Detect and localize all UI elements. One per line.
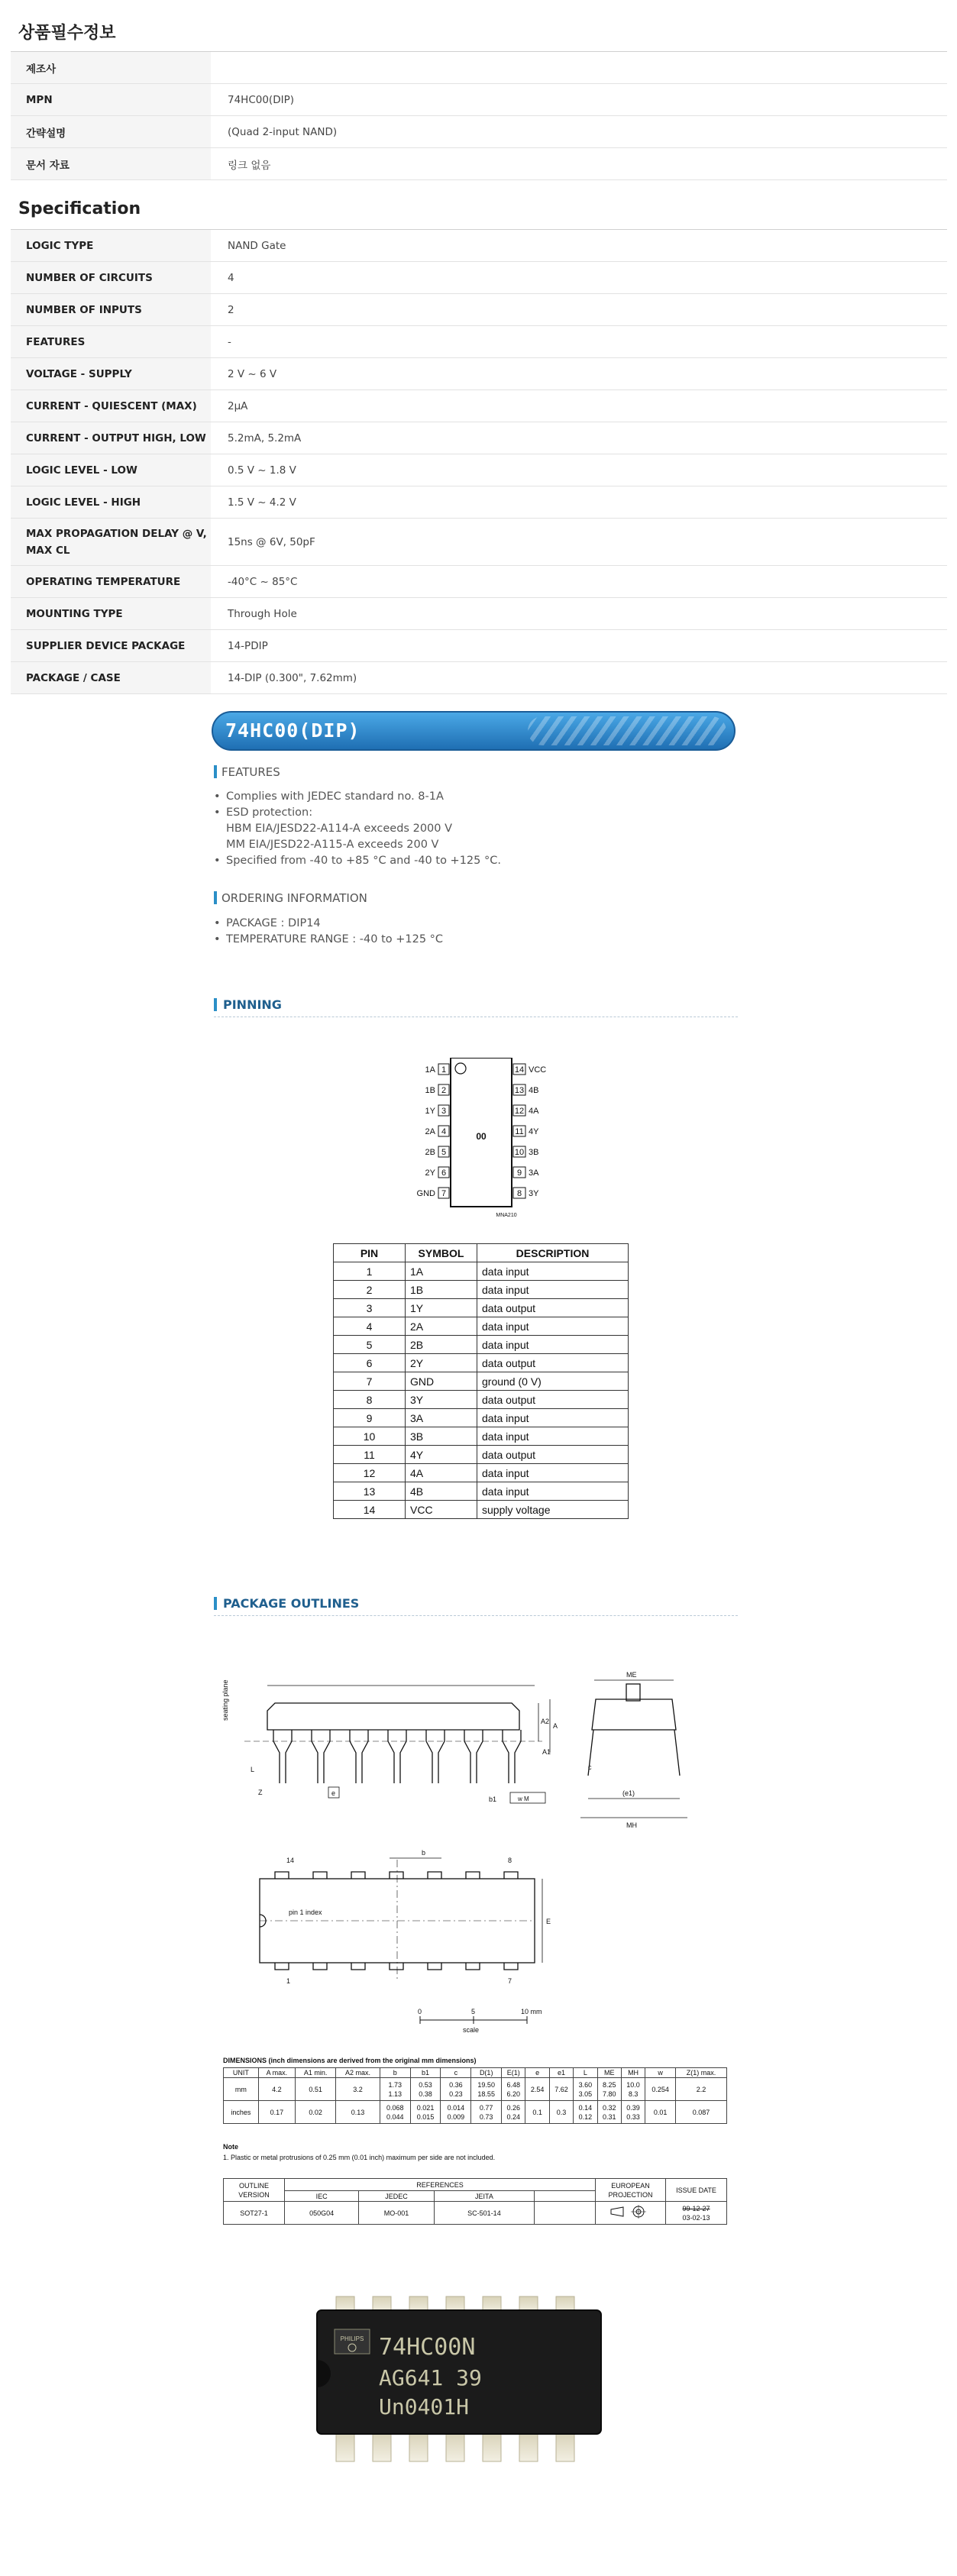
pin-symbol: 4B — [529, 1086, 539, 1095]
pin14-label: 14 — [286, 1857, 295, 1864]
description-cell: data output — [477, 1446, 629, 1464]
ordering-heading: ORDERING INFORMATION — [214, 891, 367, 905]
col-header: JEDEC — [359, 2191, 435, 2202]
features-heading: FEATURES — [214, 765, 280, 779]
table-row — [11, 598, 947, 630]
row-value: Through Hole — [211, 598, 947, 630]
dim-l-label: L — [251, 1766, 255, 1773]
pin-number: 13 — [514, 1086, 525, 1095]
seating-plane-label: seating plane — [221, 1679, 229, 1721]
dim-cell: 0.26 0.24 — [502, 2101, 525, 2124]
row-value: 14-DIP (0.300", 7.62mm) — [211, 662, 947, 694]
row-label: MPN — [11, 84, 211, 116]
dim-cell: 0.36 0.23 — [441, 2078, 471, 2101]
dim-a1-label: A1 — [542, 1748, 551, 1756]
col-header: b — [380, 2068, 410, 2078]
col-header: OUTLINE VERSION — [224, 2179, 285, 2202]
table-row — [11, 630, 947, 662]
outline-table — [223, 2178, 727, 2225]
table-row — [334, 1262, 629, 1281]
package-heading: PACKAGE OUTLINES — [214, 1596, 738, 1616]
table-row — [11, 454, 947, 486]
scale-word: scale — [463, 2026, 480, 2034]
philips-logo-text: PHILIPS — [340, 2335, 364, 2342]
dim-cell: 0.51 — [295, 2078, 335, 2101]
dim-b1-label: b1 — [489, 1795, 497, 1803]
outline-cell: MO-001 — [359, 2202, 435, 2225]
table-row — [334, 1446, 629, 1464]
table-row — [11, 566, 947, 598]
table-row — [334, 1354, 629, 1372]
dim-a-label: A — [553, 1722, 558, 1730]
row-value: 2 — [211, 294, 947, 326]
col-header: IEC — [285, 2191, 359, 2202]
dim-cell: 3.60 3.05 — [574, 2078, 597, 2101]
projection-symbol — [596, 2202, 666, 2225]
issue-date-new: 03-02-13 — [682, 2213, 710, 2222]
dim-cell: 0.53 0.38 — [410, 2078, 441, 2101]
description-cell: data input — [477, 1409, 629, 1427]
description-cell: ground (0 V) — [477, 1372, 629, 1391]
scale-5: 5 — [471, 2008, 476, 2015]
col-header: ISSUE DATE — [666, 2179, 727, 2202]
dim-cell: 0.02 — [295, 2101, 335, 2124]
end-view — [580, 1680, 687, 1818]
row-label: CURRENT - OUTPUT HIGH, LOW — [11, 422, 211, 454]
pin-cell: 12 — [334, 1464, 406, 1482]
description-cell: data input — [477, 1464, 629, 1482]
row-label: PACKAGE / CASE — [11, 662, 211, 694]
description-cell: data output — [477, 1391, 629, 1409]
row-label: 문서 자료 — [11, 148, 211, 180]
col-header: c — [441, 2068, 471, 2078]
note-text: 1. Plastic or metal protrusions of 0.25 mm (0.01 inch) maximum per side are not included. — [223, 2154, 496, 2161]
pin-cell: 14 — [334, 1501, 406, 1519]
pin-number: 10 — [514, 1148, 525, 1157]
dim-cell: 4.2 — [258, 2078, 295, 2101]
symbol-cell: 2Y — [406, 1354, 477, 1372]
symbol-cell: 3A — [406, 1409, 477, 1427]
row-label: NUMBER OF CIRCUITS — [11, 262, 211, 294]
list-item: MM EIA/JESD22-A115-A exceeds 200 V — [226, 839, 439, 851]
table-row — [11, 230, 947, 262]
dim-cell: 0.254 — [645, 2078, 676, 2101]
row-value: 2µA — [211, 390, 947, 422]
description-cell: data input — [477, 1427, 629, 1446]
outline-cell: 050G04 — [285, 2202, 359, 2225]
row-label: MAX PROPAGATION DELAY @ V, MAX CL — [11, 519, 211, 566]
description-cell: data output — [477, 1354, 629, 1372]
dim-cell: 2.2 — [676, 2078, 727, 2101]
row-value — [211, 52, 947, 84]
dim-cell: 8.25 7.80 — [597, 2078, 621, 2101]
table-row — [11, 148, 947, 180]
pin-number: 4 — [441, 1127, 447, 1136]
pin-symbol: 2A — [425, 1127, 435, 1136]
pin-table — [333, 1243, 629, 1519]
pinning-heading: PINNING — [214, 997, 738, 1017]
row-value: 15ns @ 6V, 50pF — [211, 519, 947, 566]
diagram-code: MNA210 — [496, 1213, 517, 1218]
table-row — [334, 1482, 629, 1501]
symbol-cell: 3B — [406, 1427, 477, 1446]
dim-cell: 1.73 1.13 — [380, 2078, 410, 2101]
pin-number: 7 — [441, 1189, 447, 1198]
table-header-row — [334, 1244, 629, 1262]
table-row — [11, 486, 947, 519]
row-label: VOLTAGE - SUPPLY — [11, 358, 211, 390]
table-row — [11, 662, 947, 694]
dim-cell: 0.39 0.33 — [621, 2101, 645, 2124]
row-label: MOUNTING TYPE — [11, 598, 211, 630]
col-header: b1 — [410, 2068, 441, 2078]
col-header: JEITA — [434, 2191, 534, 2202]
table-row — [224, 2101, 727, 2124]
row-label: NUMBER OF INPUTS — [11, 294, 211, 326]
col-header: A2 max. — [336, 2068, 380, 2078]
dim-cell: mm — [224, 2078, 259, 2101]
issue-date-old: 99-12-27 — [682, 2204, 710, 2212]
pin-number: 1 — [441, 1065, 447, 1075]
row-label: OPERATING TEMPERATURE — [11, 566, 211, 598]
table-row — [11, 116, 947, 148]
col-header: D(1) — [471, 2068, 502, 2078]
table-row — [334, 1317, 629, 1336]
table-row — [11, 84, 947, 116]
pin-number: 2 — [441, 1086, 447, 1095]
pin-number: 6 — [441, 1168, 447, 1178]
table-header-row — [224, 2179, 727, 2191]
list-item: HBM EIA/JESD22-A114-A exceeds 2000 V — [226, 823, 453, 835]
col-header: ME — [597, 2068, 621, 2078]
symbol-cell: VCC — [406, 1501, 477, 1519]
pin-symbol: 4Y — [529, 1127, 539, 1136]
dim-cell: 0.087 — [676, 2101, 727, 2124]
pin-symbol: 1B — [425, 1086, 435, 1095]
pin-symbol: 3B — [529, 1148, 539, 1157]
row-label: SUPPLIER DEVICE PACKAGE — [11, 630, 211, 662]
table-row — [11, 326, 947, 358]
col-header: EUROPEAN PROJECTION — [596, 2179, 666, 2202]
row-value: (Quad 2-input NAND) — [211, 116, 947, 148]
col-header: UNIT — [224, 2068, 259, 2078]
banner-title: 74HC00(DIP) — [225, 719, 360, 742]
pin-cell: 8 — [334, 1391, 406, 1409]
description-cell: supply voltage — [477, 1501, 629, 1519]
pin-number: 5 — [441, 1148, 447, 1157]
col-header: PIN — [334, 1244, 406, 1262]
description-cell: data input — [477, 1336, 629, 1354]
pin-symbol: 3A — [529, 1168, 539, 1178]
chip-marking-3: Un0401H — [379, 2394, 470, 2419]
dim-b-label: b — [422, 1849, 426, 1857]
outline-cell-empty — [535, 2202, 596, 2225]
symbol-cell: 2B — [406, 1336, 477, 1354]
col-header: L — [574, 2068, 597, 2078]
row-label: FEATURES — [11, 326, 211, 358]
spec-title: Specification — [18, 199, 141, 218]
pin-symbol: 3Y — [529, 1189, 539, 1198]
col-header: e1 — [549, 2068, 573, 2078]
table-row — [334, 1299, 629, 1317]
pin-cell: 4 — [334, 1317, 406, 1336]
pin1-label: 1 — [286, 1977, 291, 1985]
dim-cell: inches — [224, 2101, 259, 2124]
table-row — [11, 358, 947, 390]
info-title: 상품필수정보 — [18, 24, 116, 43]
symbol-cell: 1A — [406, 1262, 477, 1281]
outline-cell: SC-501-14 — [434, 2202, 534, 2225]
row-value: 링크 없음 — [211, 148, 947, 180]
table-row — [11, 52, 947, 84]
dim-cell: 0.17 — [258, 2101, 295, 2124]
side-view — [244, 1676, 550, 1783]
ordering-list — [226, 916, 443, 948]
pin-cell: 1 — [334, 1262, 406, 1281]
pin-cell: 13 — [334, 1482, 406, 1501]
row-label: LOGIC TYPE — [11, 230, 211, 262]
pin-number: 9 — [516, 1168, 522, 1178]
table-row — [11, 390, 947, 422]
pin-symbol: 2Y — [425, 1168, 435, 1178]
left-pins — [417, 1064, 449, 1198]
dim-e-label: e — [331, 1789, 336, 1797]
pin-symbol: 1A — [425, 1065, 435, 1075]
row-label: CURRENT - QUIESCENT (MAX) — [11, 390, 211, 422]
symbol-cell: GND — [406, 1372, 477, 1391]
pin-number: 11 — [515, 1127, 524, 1136]
pin-number: 14 — [514, 1065, 525, 1075]
dim-cell: 0.1 — [525, 2101, 549, 2124]
row-value: -40°C ~ 85°C — [211, 566, 947, 598]
description-cell: data output — [477, 1299, 629, 1317]
dim-z-label: Z — [258, 1789, 263, 1796]
table-header-row — [224, 2068, 727, 2078]
dimensions-table — [223, 2067, 727, 2124]
pin-symbol: 1Y — [425, 1107, 435, 1116]
dim-e1-label: (e1) — [622, 1789, 635, 1797]
dim-a2-label: A2 — [541, 1718, 550, 1725]
symbol-cell: 1B — [406, 1281, 477, 1299]
symbol-cell: 3Y — [406, 1391, 477, 1409]
dim-me-label: ME — [626, 1671, 637, 1679]
symbol-cell: 4B — [406, 1482, 477, 1501]
dim-cell: 0.13 — [336, 2101, 380, 2124]
row-value: 4 — [211, 262, 947, 294]
table-row — [11, 262, 947, 294]
table-row — [334, 1427, 629, 1446]
row-value: 5.2mA, 5.2mA — [211, 422, 947, 454]
table-row — [334, 1281, 629, 1299]
list-item: • Complies with JEDEC standard no. 8-1A — [226, 789, 501, 805]
symbol-cell: 4A — [406, 1464, 477, 1482]
table-row — [334, 1372, 629, 1391]
table-row — [11, 422, 947, 454]
pin-cell: 5 — [334, 1336, 406, 1354]
info-table — [11, 51, 947, 180]
pin-cell: 11 — [334, 1446, 406, 1464]
right-pins — [513, 1064, 546, 1198]
dim-e-upper-label: E — [546, 1918, 551, 1925]
table-row — [334, 1409, 629, 1427]
pin-cell: 2 — [334, 1281, 406, 1299]
col-header: Z(1) max. — [676, 2068, 727, 2078]
dim-wm-label: w M — [518, 1795, 529, 1802]
top-view — [260, 1858, 542, 1982]
table-row — [334, 1391, 629, 1409]
dim-cell: 0.068 0.044 — [380, 2101, 410, 2124]
pin-symbol: VCC — [529, 1065, 547, 1075]
dim-cell: 0.32 0.31 — [597, 2101, 621, 2124]
pin-cell: 6 — [334, 1354, 406, 1372]
dim-cell: 10.0 8.3 — [621, 2078, 645, 2101]
dim-cell: 19.50 18.55 — [471, 2078, 502, 2101]
list-item: • ESD protection: — [226, 805, 501, 821]
note-title: Note — [223, 2143, 238, 2151]
table-row — [11, 294, 947, 326]
dim-cell: 0.014 0.009 — [441, 2101, 471, 2124]
dim-d-label: D — [382, 1676, 388, 1685]
col-header: e — [525, 2068, 549, 2078]
col-header: DESCRIPTION — [477, 1244, 629, 1262]
chip-marking-2: AG641 39 — [379, 2365, 482, 2390]
table-row — [224, 2078, 727, 2101]
col-header: E(1) — [502, 2068, 525, 2078]
description-cell: data input — [477, 1281, 629, 1299]
product-banner — [212, 711, 736, 751]
dim-c-label: c — [588, 1763, 592, 1771]
description-cell: data input — [477, 1317, 629, 1336]
list-item: • PACKAGE : DIP14 — [226, 916, 443, 932]
symbol-cell: 2A — [406, 1317, 477, 1336]
list-item: • Specified from -40 to +85 °C and -40 to +125 °C. — [226, 853, 501, 869]
dim-cell: 0.77 0.73 — [471, 2101, 502, 2124]
table-row — [224, 2202, 727, 2225]
table-row — [11, 519, 947, 566]
row-value: - — [211, 326, 947, 358]
col-header: SYMBOL — [406, 1244, 477, 1262]
col-header: A max. — [258, 2068, 295, 2078]
chip-marking-1: 74HC00N — [379, 2334, 476, 2361]
dim-cell: 7.62 — [549, 2078, 573, 2101]
dim-cell: 6.48 6.20 — [502, 2078, 525, 2101]
col-header: MH — [621, 2068, 645, 2078]
pin8-label: 8 — [508, 1857, 512, 1864]
pin-symbol: 4A — [529, 1107, 539, 1116]
dim-cell: 3.2 — [336, 2078, 380, 2101]
pin-symbol: GND — [416, 1189, 435, 1198]
row-label: LOGIC LEVEL - LOW — [11, 454, 211, 486]
chip-photo — [313, 2295, 634, 2471]
col-header-empty — [535, 2191, 596, 2202]
row-label: 간략설명 — [11, 116, 211, 148]
col-header: A1 min. — [295, 2068, 335, 2078]
pin1-index-label: pin 1 index — [289, 1909, 322, 1916]
symbol-cell: 4Y — [406, 1446, 477, 1464]
pin7-label: 7 — [508, 1977, 512, 1985]
dim-cell: 0.14 0.12 — [574, 2101, 597, 2124]
dimensions-caption: DIMENSIONS (inch dimensions are derived from the original mm dimensions) — [223, 2057, 477, 2064]
pin-number: 12 — [514, 1107, 525, 1116]
issue-date-cell — [666, 2202, 727, 2225]
pin-number: 8 — [516, 1189, 522, 1198]
dim-cell: 2.54 — [525, 2078, 549, 2101]
row-value: 0.5 V ~ 1.8 V — [211, 454, 947, 486]
table-row — [334, 1336, 629, 1354]
row-value: NAND Gate — [211, 230, 947, 262]
table-row — [334, 1464, 629, 1482]
list-item: • TEMPERATURE RANGE : -40 to +125 °C — [226, 932, 443, 948]
row-label: LOGIC LEVEL - HIGH — [11, 486, 211, 519]
row-value: 2 V ~ 6 V — [211, 358, 947, 390]
row-value: 74HC00(DIP) — [211, 84, 947, 116]
pin-cell: 9 — [334, 1409, 406, 1427]
projection-icon — [608, 2205, 654, 2219]
pin-cell: 7 — [334, 1372, 406, 1391]
banner-stripes — [528, 716, 726, 745]
row-label: 제조사 — [11, 52, 211, 84]
col-header: w — [645, 2068, 676, 2078]
pin-number: 3 — [441, 1107, 447, 1116]
spec-table — [11, 229, 947, 694]
pin-cell: 10 — [334, 1427, 406, 1446]
table-row — [334, 1501, 629, 1519]
outline-cell: SOT27-1 — [224, 2202, 285, 2225]
scale-bar — [420, 2016, 527, 2024]
description-cell: data input — [477, 1262, 629, 1281]
dim-mh-label: MH — [626, 1821, 637, 1829]
dim-cell: 0.01 — [645, 2101, 676, 2124]
row-value: 1.5 V ~ 4.2 V — [211, 486, 947, 519]
package-outline-drawing — [214, 1669, 733, 2058]
pin-cell: 3 — [334, 1299, 406, 1317]
chip-label: 00 — [476, 1131, 487, 1142]
description-cell: data input — [477, 1482, 629, 1501]
col-header: REFERENCES — [285, 2179, 596, 2191]
pin-diagram — [412, 1058, 565, 1230]
scale-10: 10 mm — [521, 2008, 542, 2015]
dim-cell: 0.021 0.015 — [410, 2101, 441, 2124]
dim-cell: 0.3 — [549, 2101, 573, 2124]
scale-0: 0 — [418, 2008, 422, 2015]
row-value: 14-PDIP — [211, 630, 947, 662]
features-list — [226, 789, 501, 869]
pin-symbol: 2B — [425, 1148, 435, 1157]
symbol-cell: 1Y — [406, 1299, 477, 1317]
